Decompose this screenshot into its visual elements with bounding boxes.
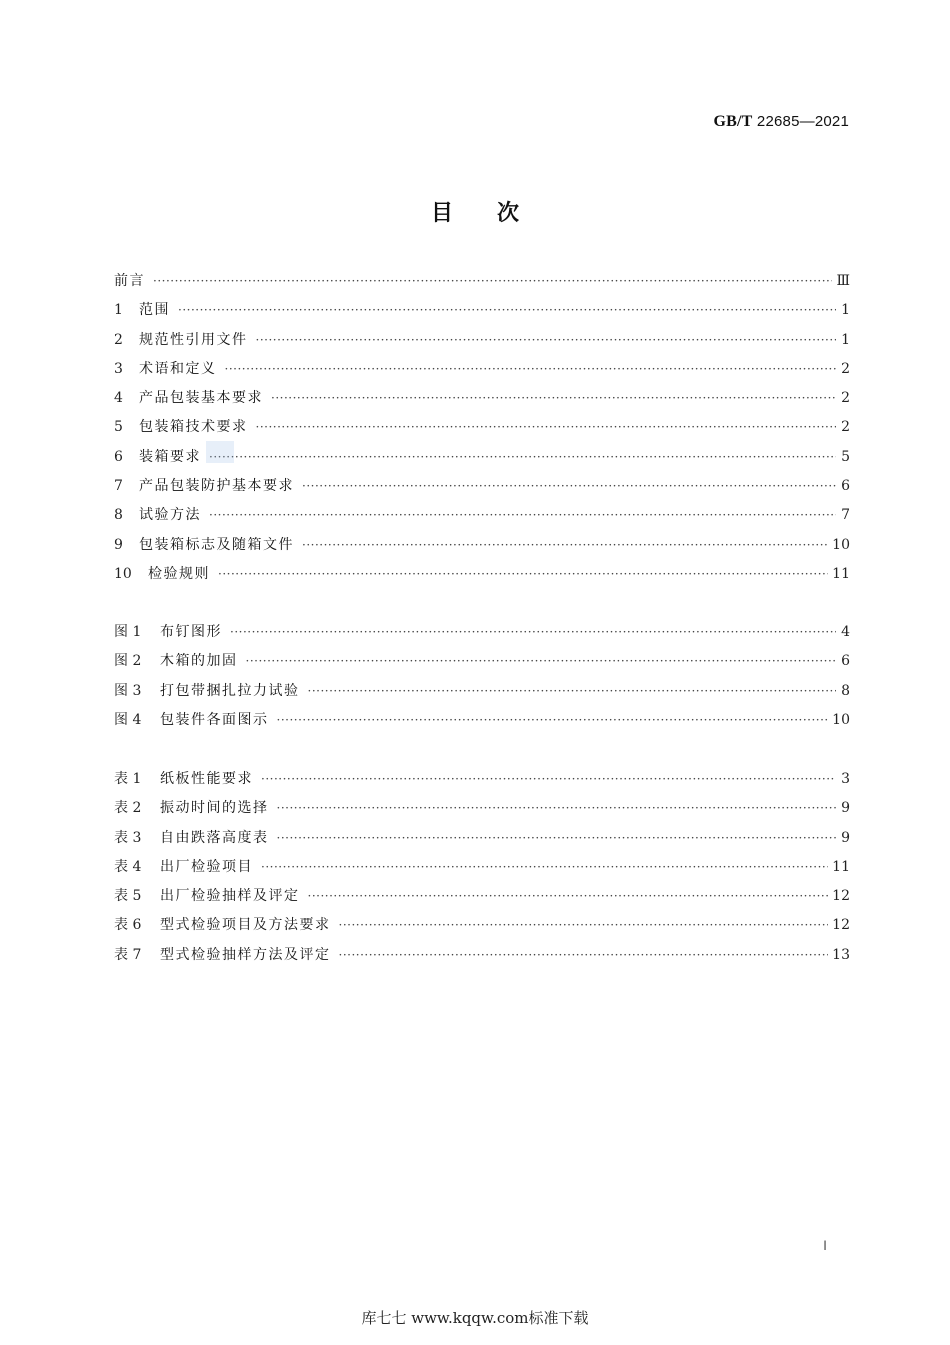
toc-entry[interactable]: [114, 827, 850, 856]
toc-leader-dots: [277, 831, 837, 845]
toc-entry-page: 12: [832, 888, 850, 905]
toc-entry-number: 1: [114, 302, 123, 319]
toc-leader-dots: [256, 420, 837, 434]
toc-entry[interactable]: [114, 856, 850, 885]
toc-leader-dots: [302, 479, 836, 493]
toc-entry-label: 试验方法: [139, 507, 201, 524]
toc-leader-dots: [218, 567, 828, 581]
toc-leader-dots: [261, 772, 836, 786]
toc-entry-label: 出厂检验项目: [160, 858, 253, 875]
toc-entry[interactable]: [114, 270, 850, 299]
toc-entry-label: 包装件各面图示: [160, 711, 269, 728]
toc-entry-page: 7: [841, 507, 850, 524]
toc-entry-number: 10: [114, 565, 132, 582]
toc-leader-dots: [308, 889, 829, 903]
toc-entry[interactable]: [114, 358, 850, 387]
toc-leader-dots: [271, 391, 836, 405]
toc-entry-page: 6: [841, 478, 850, 495]
toc-entry[interactable]: [114, 914, 850, 943]
toc-entry-page: 10: [832, 536, 850, 553]
toc-entry-number: 图 3: [114, 682, 142, 699]
toc-entry[interactable]: [114, 768, 850, 797]
watermark-mark: [206, 441, 234, 463]
toc-entry-number: 表 1: [114, 771, 142, 787]
toc-entry-number: 表 7: [114, 946, 142, 963]
toc-entry-number: 5: [114, 419, 123, 436]
standard-number: [713, 113, 849, 131]
toc-entry-label: 前言: [114, 273, 145, 289]
toc-leader-dots: [261, 860, 828, 874]
toc-entry[interactable]: [114, 650, 850, 679]
toc-entry-page: 11: [832, 565, 850, 582]
toc-leader-dots: [225, 362, 837, 376]
toc-entry-label: 产品包装防护基本要求: [139, 478, 294, 495]
toc-entry-label: 型式检验项目及方法要求: [160, 917, 331, 934]
toc-entry-number: 9: [114, 536, 123, 553]
toc-entry-label: 包装箱标志及随箱文件: [139, 536, 294, 553]
toc-entry-label: 型式检验抽样方法及评定: [160, 946, 331, 963]
toc-entry-number: 表 6: [114, 917, 142, 934]
toc-entry[interactable]: [114, 709, 850, 738]
toc-entry-page: 11: [832, 858, 850, 875]
toc-leader-dots: [209, 508, 836, 522]
toc-entry-number: 图 2: [114, 653, 142, 670]
toc-entry-number: 3: [114, 360, 123, 377]
toc-entry-page: 13: [832, 946, 850, 963]
toc-entry[interactable]: [114, 504, 850, 533]
toc-leader-dots: [308, 684, 837, 698]
toc-entry-number: 表 3: [114, 829, 142, 846]
toc-leader-dots: [153, 274, 832, 288]
toc-entry[interactable]: [114, 563, 850, 592]
toc-entry-page: Ⅲ: [836, 273, 850, 289]
toc-entry-page: 8: [841, 682, 850, 699]
toc-entry[interactable]: [114, 534, 850, 563]
standard-code: 22685—2021: [756, 113, 849, 130]
toc-entry-page: 1: [841, 302, 850, 319]
toc-leader-dots: [302, 538, 828, 552]
toc-entry-label: 振动时间的选择: [160, 800, 269, 817]
toc-leader-dots: [277, 713, 829, 727]
toc-entry-page: 2: [841, 419, 850, 436]
toc-leader-dots: [178, 303, 836, 317]
toc-entry[interactable]: [114, 797, 850, 826]
toc-entry-page: 9: [841, 829, 850, 846]
toc-figures: [114, 621, 850, 738]
toc-entry-number: 表 5: [114, 888, 142, 905]
toc-leader-dots: [277, 801, 837, 815]
toc-entry-label: 规范性引用文件: [139, 331, 248, 348]
toc-entry-page: 2: [841, 390, 850, 407]
toc-entry-page: 3: [841, 771, 850, 787]
toc-leader-dots: [339, 918, 829, 932]
toc-entry-page: 10: [832, 711, 850, 728]
toc-leader-dots: [230, 625, 836, 639]
toc-entry[interactable]: [114, 944, 850, 973]
toc-entry-label: 出厂检验抽样及评定: [160, 888, 300, 905]
toc-entry-page: 5: [841, 448, 850, 465]
toc-entry-number: 8: [114, 507, 123, 524]
toc-entry-label: 检验规则: [148, 565, 210, 582]
toc-chapters: [114, 270, 850, 592]
page-title: 目次: [430, 201, 563, 226]
toc-entry[interactable]: [114, 329, 850, 358]
toc-entry[interactable]: [114, 680, 850, 709]
toc-entry[interactable]: [114, 621, 850, 650]
toc-entry-number: 2: [114, 331, 123, 348]
toc-leader-dots: [339, 948, 829, 962]
toc-leader-dots: [256, 333, 837, 347]
toc-entry-label: 范围: [139, 302, 170, 319]
toc-entry-label: 打包带捆扎拉力试验: [160, 682, 300, 699]
toc-entry-number: 图 4: [114, 711, 142, 728]
toc-entry-label: 木箱的加固: [160, 653, 238, 670]
toc-entry-label: 布钉图形: [160, 624, 222, 640]
toc-entry[interactable]: [114, 387, 850, 416]
toc-entry-number: 表 2: [114, 800, 142, 817]
toc-entry-page: 12: [832, 917, 850, 934]
toc-entry-label: 术语和定义: [139, 360, 217, 377]
footer-source: 库七七 www.kqqw.com标准下载: [361, 1309, 589, 1327]
toc-tables: [114, 768, 850, 973]
toc-entry-page: 2: [841, 360, 850, 377]
toc-entry-label: 纸板性能要求: [160, 771, 253, 787]
toc-entry[interactable]: [114, 299, 850, 328]
page-number: Ⅰ: [823, 1238, 827, 1253]
toc-entry-page: 4: [841, 624, 850, 640]
toc-entry[interactable]: [114, 885, 850, 914]
toc-leader-dots: [209, 450, 836, 464]
standard-prefix: GB/T: [713, 113, 753, 130]
toc-entry-label: 装箱要求: [139, 448, 201, 465]
toc-entry-page: 6: [841, 653, 850, 670]
toc-entry-label: 产品包装基本要求: [139, 390, 263, 407]
toc-entry-page: 9: [841, 800, 850, 817]
toc-entry-page: 1: [841, 331, 850, 348]
toc-entry-label: 包装箱技术要求: [139, 419, 248, 436]
toc-entry-number: 4: [114, 390, 123, 407]
toc-entry-number: 7: [114, 478, 123, 495]
toc-entry-number: 图 1: [114, 624, 142, 640]
toc-entry[interactable]: [114, 475, 850, 504]
toc-entry-number: 6: [114, 448, 123, 465]
toc-entry-label: 自由跌落高度表: [160, 829, 269, 846]
toc-leader-dots: [246, 654, 837, 668]
toc-entry-number: 表 4: [114, 858, 142, 875]
